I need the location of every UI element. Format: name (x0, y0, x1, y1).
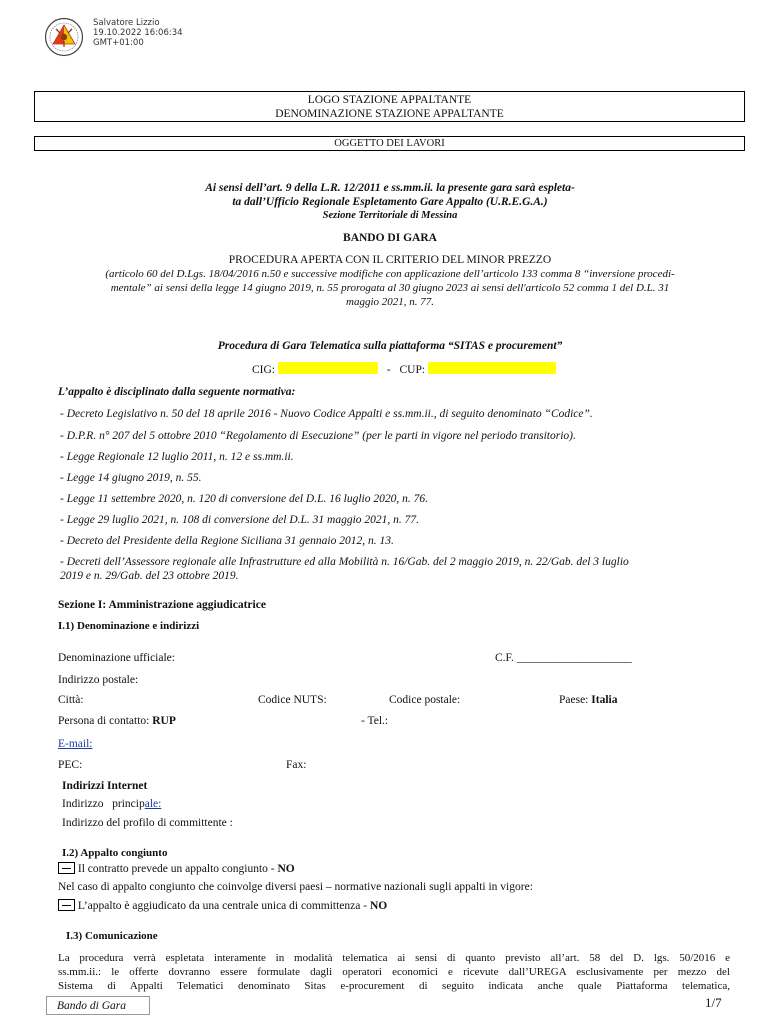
principale-link[interactable]: ale: (144, 798, 162, 810)
i3-line-3: Sistema di Appalti Telematici denominato Sitas e-procurement di seguito indicata anche quale Piattaforma telematica, (58, 980, 730, 992)
persona-row (58, 715, 176, 727)
normativa-item: - Legge 14 giugno 2019, n. 55. (60, 472, 202, 484)
signature-date: 19.10.2022 16:06:34 (93, 28, 183, 38)
logo-placeholder: LOGO STAZIONE APPALTANTE (307, 94, 472, 106)
procedure-line-1: (articolo 60 del D.Lgs. 18/04/2016 n.50 e successive modifiche con applicazione dell’articolo 133 comma 8 “inversione procedi- (105, 268, 675, 280)
procedure-block (40, 253, 740, 309)
i2-title: I.2) Appalto congiunto (62, 847, 168, 859)
footer-label: Bando di Gara (46, 996, 150, 1015)
paese-row (559, 694, 617, 706)
section-1-title: Sezione I: Amministrazione aggiudicatrice (58, 599, 266, 611)
normativa-item: - Decreto del Presidente della Regione Siciliana 31 gennaio 2012, n. 13. (60, 535, 394, 547)
procedure-line-2: mentale” ai sensi della legge 14 giugno 2019, n. 55 prorogata al 30 giugno 2023 ai sensi dell'articolo 52 comma 1 del D.L. 31 (110, 282, 670, 294)
persona-value: RUP (152, 715, 176, 727)
fax-label: Fax: (286, 759, 307, 771)
cf-field[interactable]: C.F. ____________________ (495, 652, 632, 664)
i2-line-3-value: NO (369, 900, 388, 912)
cap-label: Codice postale: (389, 694, 461, 706)
normativa-item-last-line-1: - Decreti dell’Assessore regionale alle Infrastrutture ed alla Mobilità n. 16/Gab. del 2 maggio 2019, n. 22/Gab. del 3 luglio (60, 556, 629, 568)
i1-title: I.1) Denominazione e indirizzi (58, 620, 200, 632)
joint-procurement-checkbox[interactable] (58, 862, 75, 874)
signature-info (93, 18, 183, 48)
i2-row-1 (58, 862, 295, 875)
intro (60, 181, 720, 223)
normativa-item-last-line-2: 2019 e n. 29/Gab. del 23 ottobre 2019. (60, 570, 239, 582)
normativa-item: - Legge 11 settembre 2020, n. 120 di conversione del D.L. 16 luglio 2020, n. 76. (60, 493, 428, 505)
i2-line-3: L’appalto è aggiudicato da una centrale unica di committenza - (77, 900, 370, 912)
normativa-heading: L’appalto è disciplinato dalla seguente normativa: (58, 386, 296, 398)
i2-line-2: Nel caso di appalto congiunto che coinvolge diversi paesi – normative nazionali sugli appalti in vigore: (58, 881, 533, 893)
signature-timezone: GMT+01:00 (93, 38, 144, 48)
i3-title: I.3) Comunicazione (66, 930, 158, 942)
contracting-authority-placeholder: DENOMINAZIONE STAZIONE APPALTANTE (275, 108, 504, 120)
normativa-item: - Legge Regionale 12 luglio 2011, n. 12 e ss.mm.ii. (60, 451, 294, 463)
indirizzo-label: Indirizzo postale: (58, 674, 139, 686)
i2-line-1-value: NO (277, 863, 295, 875)
header-box (34, 91, 745, 122)
principale-row (62, 798, 161, 810)
signer-name: Salvatore Lizzio (93, 18, 160, 28)
tel-label: - Tel.: (361, 715, 389, 727)
internet-title: Indirizzi Internet (62, 780, 148, 792)
normativa-item: - Legge 29 luglio 2021, n. 108 di conversione del D.L. 31 maggio 2021, n. 77. (60, 514, 420, 526)
email-link[interactable]: E-mail: (58, 738, 93, 750)
object-box: OGGETTO DEI LAVORI (34, 136, 745, 151)
denominazione-label: Denominazione ufficiale: (58, 652, 175, 664)
nuts-label: Codice NUTS: (258, 694, 327, 706)
bando-title: BANDO DI GARA (343, 232, 437, 244)
intro-line-3: Sezione Territoriale di Messina (322, 210, 458, 221)
profilo-label: Indirizzo del profilo di committente : (62, 817, 233, 829)
normativa-item: - D.P.R. n° 207 del 5 ottobre 2010 “Regolamento di Esecuzione” (per le parti in vigore nel periodo transitorio). (60, 430, 576, 442)
page-number: 1/7 (705, 995, 722, 1010)
cup-field[interactable] (428, 362, 556, 374)
procedure-line-3: maggio 2021, n. 77. (346, 296, 434, 308)
cup-separator: - (386, 364, 391, 376)
i2-line-1: Il contratto prevede un appalto congiunto - (77, 863, 278, 875)
paese-value: Italia (591, 694, 618, 706)
procedure-title: PROCEDURA APERTA CON IL CRITERIO DEL MINOR PREZZO (228, 254, 552, 266)
cig-cup-row (252, 362, 556, 376)
intro-line-2: ta dall’Ufficio Regionale Espletamento Gare Appalto (U.R.E.G.A.) (232, 196, 548, 208)
pec-label: PEC: (58, 759, 83, 771)
normativa-item: - Decreto Legislativo n. 50 del 18 aprile 2016 - Nuovo Codice Appalti e ss.mm.ii., di seguito denominato “Codice”. (60, 408, 593, 420)
principale-label: Indirizzo princip (62, 798, 145, 810)
intro-line-1: Ai sensi dell’art. 9 della L.R. 12/2011 e ss.mm.ii. la presente gara sarà espleta- (205, 182, 575, 194)
region-seal-icon (44, 17, 84, 57)
persona-label: Persona di contatto: (58, 715, 150, 727)
paese-label: Paese: (559, 694, 589, 706)
cig-field[interactable] (278, 362, 378, 374)
cup-label: CUP: (399, 364, 426, 376)
i3-line-2: ss.mm.ii.: le offerte dovranno essere formulate dagli operatori economici e ricevute dall’UREGA esclusivamente per mezzo del (58, 966, 730, 978)
cig-label: CIG: (252, 364, 275, 376)
i3-line-1: La procedura verrà espletata interamente in modalità telematica ai sensi di quanto previsto all’art. 58 del D. lgs. 50/2016 e (58, 952, 730, 964)
i2-row-3 (58, 899, 387, 912)
citta-label: Città: (58, 694, 84, 706)
central-purchasing-checkbox[interactable] (58, 899, 75, 911)
telematica-line: Procedura di Gara Telematica sulla piattaforma “SITAS e procurement” (217, 340, 563, 352)
